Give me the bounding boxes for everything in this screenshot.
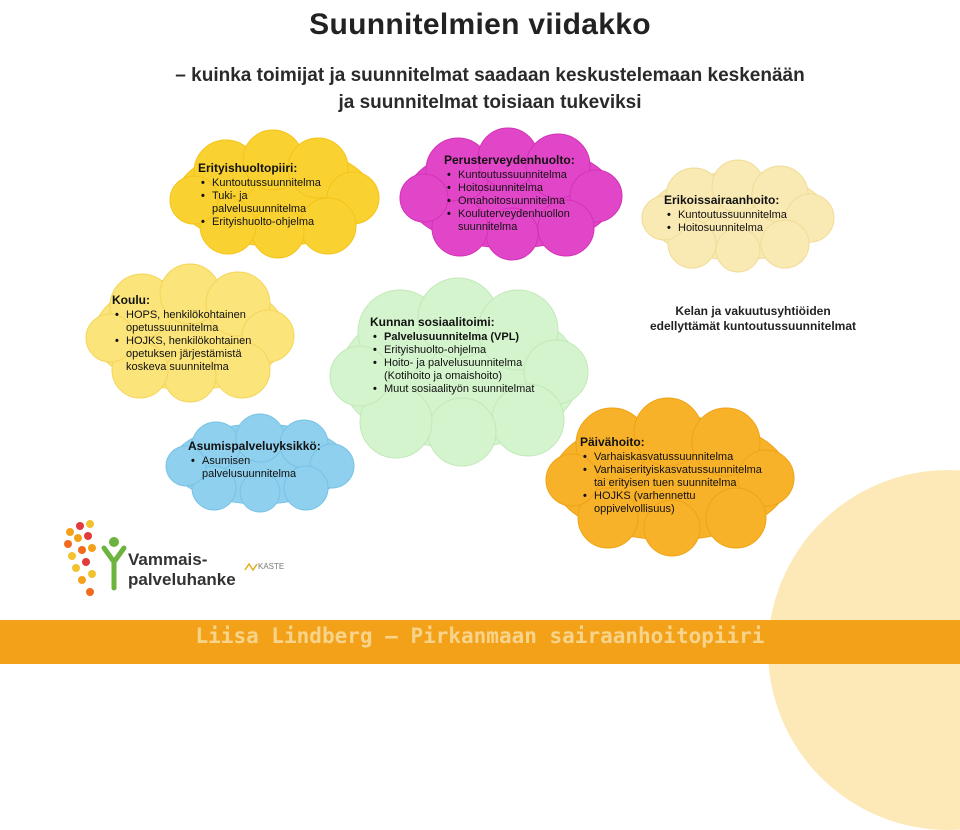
list-item: • Varhaiserityiskasvatussuunnitelma xyxy=(594,464,762,477)
list-item: • HOPS, henkilökohtainen xyxy=(126,309,251,322)
page-subtitle xyxy=(120,62,860,116)
vammaispalveluhanke-logo-icon xyxy=(60,518,130,608)
cloud-heading: Asumispalveluyksikkö: xyxy=(188,439,321,453)
page-title: Suunnitelmien viidakko xyxy=(309,8,651,41)
list-item: koskeva suunnitelma xyxy=(126,361,229,373)
list-item: oppivelvollisuus) xyxy=(594,503,675,515)
logo-line-1: Vammais- xyxy=(128,550,208,569)
list-item: • Kuntoutussuunnitelma xyxy=(212,177,321,190)
list-item: • Hoito- ja palvelusuunnitelma xyxy=(384,357,534,370)
list-item: • Palvelusuunnitelma (VPL) xyxy=(384,331,534,344)
logo-text xyxy=(128,550,236,590)
list-item: (Kotihoito ja omaishoito) xyxy=(384,370,503,382)
cloud-heading: Erikoissairaanhoito: xyxy=(664,193,780,207)
kaste-label: KASTE xyxy=(258,562,285,571)
cloud-heading: Koulu: xyxy=(112,293,150,307)
logo-line-2: palveluhanke xyxy=(128,570,236,589)
list-item: suunnitelma xyxy=(458,221,518,233)
list-item: palvelusuunnitelma xyxy=(212,203,307,215)
cloud-asumispalveluyksikko xyxy=(164,412,356,512)
list-item: opetussuunnitelma xyxy=(126,322,219,334)
list-item: • Muut sosiaalityön suunnitelmat xyxy=(384,383,534,396)
cloud-heading: Erityishuoltopiiri: xyxy=(198,161,298,175)
list-item: • Asumisen xyxy=(202,455,321,468)
list-item: palvelusuunnitelma xyxy=(202,468,297,480)
footer-text: Liisa Lindberg – Pirkanmaan sairaanhoitopiiri xyxy=(195,624,765,648)
list-item: • Erityishuolto-ohjelma xyxy=(212,216,321,229)
subtitle-line-2: ja suunnitelmat toisiaan tukeviksi xyxy=(338,92,642,113)
list-item: • Kuntoutussuunnitelma xyxy=(458,169,575,182)
list-item: • Hoitosuunnitelma xyxy=(678,222,787,235)
kela-note xyxy=(618,304,888,334)
list-item: • HOJKS (varhennettu xyxy=(594,490,762,503)
list-item: • Tuki- ja xyxy=(212,190,321,203)
kela-line-1: Kelan ja vakuutusyhtiöiden xyxy=(675,304,831,318)
cloud-paivahoito xyxy=(544,396,798,556)
kela-line-2: edellyttämät kuntoutussuunnitelmat xyxy=(649,319,857,333)
kaste-logo-icon xyxy=(244,562,258,572)
list-item: • Erityishuolto-ohjelma xyxy=(384,344,534,357)
cloud-heading: Kunnan sosiaalitoimi: xyxy=(370,315,495,329)
cloud-erityishuoltopiiri xyxy=(168,130,382,256)
subtitle-line-1: – kuinka toimijat ja suunnitelmat saadaan keskustelemaan keskenään xyxy=(175,65,805,86)
list-item: opetuksen järjestämistä xyxy=(126,348,242,360)
cloud-erikoissairaanhoito xyxy=(640,158,836,270)
list-item: • Kouluterveydenhuollon xyxy=(458,208,575,221)
list-item: • Varhaiskasvatussuunnitelma xyxy=(594,451,762,464)
list-item: • Hoitosuunnitelma xyxy=(458,182,575,195)
cloud-perusterveydenhuolto xyxy=(398,128,624,258)
list-item: • Kuntoutussuunnitelma xyxy=(678,209,787,222)
list-item: • Omahoitosuunnitelma xyxy=(458,195,575,208)
cloud-heading: Perusterveydenhuolto: xyxy=(444,153,575,167)
cloud-heading: Päivähoito: xyxy=(580,435,645,449)
cloud-koulu xyxy=(86,262,294,402)
list-item: tai erityisen tuen suunnitelma xyxy=(594,477,737,489)
list-item: • HOJKS, henkilökohtainen xyxy=(126,335,251,348)
